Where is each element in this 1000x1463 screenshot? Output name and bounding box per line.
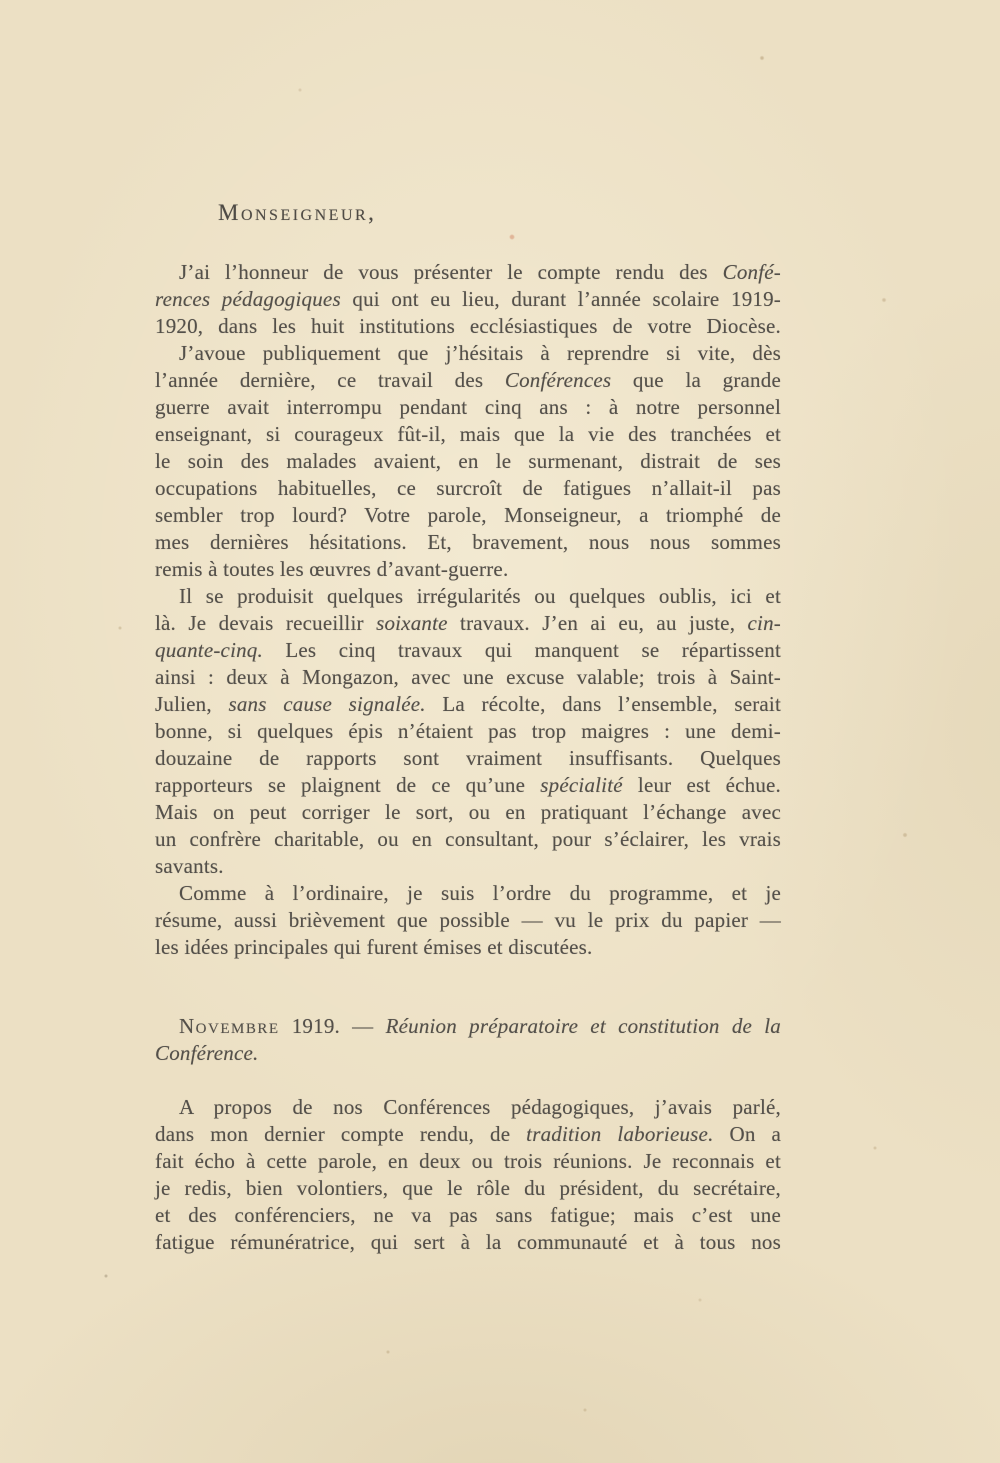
text-segment: mes dernières hésitations. Et, bravement, nous nous sommes: [155, 530, 781, 554]
text-segment: Les cinq travaux qui manquent se répartissent: [262, 638, 781, 662]
text-segment: J’avoue publiquement que j’hésitais à reprendre si vite, dès: [179, 341, 781, 365]
text-segment: résume, aussi brièvement que possible — vu le prix du papier —: [155, 908, 781, 932]
text-segment: bonne, si quelques épis n’étaient pas trop maigres : une demi-: [155, 719, 781, 743]
text-line: [155, 1148, 781, 1175]
text-segment: Julien,: [155, 692, 229, 716]
text-segment: guerre avait interrompu pendant cinq ans : à notre personnel: [155, 395, 781, 419]
paragraph-4: [155, 880, 781, 961]
italic-text-segment: quante-cinq.: [155, 638, 263, 662]
text-segment: 1919. —: [279, 1014, 386, 1038]
italic-text-segment: sans cause signalée.: [228, 692, 426, 716]
text-segment: que la grande: [611, 368, 781, 392]
text-line: [155, 475, 781, 502]
text-segment: enseignant, si courageux fût-il, mais que la vie des tranchées et: [155, 422, 781, 446]
text-line: [155, 907, 781, 934]
italic-text-segment: rences pédagogiques: [155, 287, 341, 311]
text-segment: les idées principales qui furent émises et discutées.: [155, 935, 593, 959]
text-line: [155, 664, 781, 691]
text-line: [155, 799, 781, 826]
text-segment: Il se produisit quelques irrégularités ou quelques oublis, ici et: [179, 584, 781, 608]
paragraph-5: [155, 1094, 781, 1256]
paragraph-2: [155, 340, 781, 583]
text-line: [155, 637, 781, 664]
text-segment: rapporteurs se plaignent de ce qu’une: [155, 773, 541, 797]
text-segment: le soin des malades avaient, en le surmenant, distrait de ses: [155, 449, 781, 473]
text-segment: On a: [713, 1122, 781, 1146]
text-line: [155, 1202, 781, 1229]
text-line: [155, 1040, 781, 1067]
text-line: [155, 448, 781, 475]
italic-text-segment: soixante: [376, 611, 448, 635]
salutation-heading: Monseigneur,: [218, 200, 377, 225]
text-line: [155, 880, 781, 907]
text-line: [155, 934, 781, 961]
text-segment: La récolte, dans l’ensemble, serait: [425, 692, 781, 716]
text-line: [155, 772, 781, 799]
italic-text-segment: Confé-: [722, 260, 781, 284]
text-line: [155, 853, 781, 880]
paragraph-1: [155, 259, 781, 340]
text-line: [155, 421, 781, 448]
text-line: [155, 1121, 781, 1148]
text-line: [155, 529, 781, 556]
text-line: [155, 1229, 781, 1256]
text-line: [155, 1094, 781, 1121]
text-segment: qui ont eu lieu, durant l’année scolaire 1919-: [340, 287, 781, 311]
text-line: [155, 502, 781, 529]
small-caps-text-segment: Novembre: [179, 1014, 280, 1038]
text-segment: sembler trop lourd? Votre parole, Monseigneur, a triomphé de: [155, 503, 781, 527]
text-line: [155, 826, 781, 853]
text-segment: et des conférenciers, ne va pas sans fatigue; mais c’est une: [155, 1203, 781, 1227]
text-line: [155, 367, 781, 394]
text-line: [155, 718, 781, 745]
italic-text-segment: Réunion préparatoire et constitution de la: [385, 1014, 781, 1038]
text-segment: leur est échue.: [622, 773, 781, 797]
text-line: [155, 340, 781, 367]
paragraph-3: [155, 583, 781, 880]
text-segment: fait écho à cette parole, en deux ou trois réunions. Je reconnais et: [155, 1149, 781, 1173]
text-line: [155, 1013, 781, 1040]
text-segment: là. Je devais recueillir: [155, 611, 377, 635]
text-line: [155, 286, 781, 313]
page-text-block: [155, 0, 781, 1256]
text-segment: travaux. J’en ai eu, au juste,: [447, 611, 748, 635]
section-heading-novembre-1919: [155, 1013, 781, 1067]
text-line: [155, 691, 781, 718]
text-line: [155, 610, 781, 637]
text-segment: l’année dernière, ce travail des: [155, 368, 505, 392]
text-segment: un confrère charitable, ou en consultant, pour s’éclairer, les vrais: [155, 827, 781, 851]
text-segment: occupations habituelles, ce surcroît de fatigues n’allait-il pas: [155, 476, 781, 500]
text-segment: fatigue rémunératrice, qui sert à la communauté et à tous nos: [155, 1230, 781, 1254]
text-line: [155, 1175, 781, 1202]
text-segment: Mais on peut corriger le sort, ou en pratiquant l’échange avec: [155, 800, 781, 824]
text-segment: ainsi : deux à Mongazon, avec une excuse valable; trois à Saint-: [155, 665, 781, 689]
text-line: [155, 394, 781, 421]
text-segment: remis à toutes les œuvres d’avant-guerre.: [155, 557, 509, 581]
text-line: [155, 313, 781, 340]
text-segment: J’ai l’honneur de vous présenter le compte rendu des: [179, 260, 723, 284]
text-line: [155, 583, 781, 610]
text-line: [155, 556, 781, 583]
text-segment: A propos de nos Conférences pédagogiques, j’avais parlé,: [179, 1095, 781, 1119]
italic-text-segment: tradition laborieuse.: [526, 1122, 714, 1146]
text-segment: je redis, bien volontiers, que le rôle du président, du secrétaire,: [155, 1176, 781, 1200]
text-segment: 1920, dans les huit institutions ecclésiastiques de votre Diocèse.: [155, 314, 781, 338]
text-segment: Comme à l’ordinaire, je suis l’ordre du programme, et je: [179, 881, 781, 905]
text-line: [155, 745, 781, 772]
text-segment: dans mon dernier compte rendu, de: [155, 1122, 527, 1146]
italic-text-segment: Conférence.: [155, 1041, 259, 1065]
text-segment: douzaine de rapports sont vraiment insuffisants. Quelques: [155, 746, 781, 770]
text-line: [155, 259, 781, 286]
text-segment: savants.: [155, 854, 224, 878]
italic-text-segment: Conférences: [504, 368, 612, 392]
italic-text-segment: cin-: [747, 611, 781, 635]
italic-text-segment: spécialité: [540, 773, 623, 797]
